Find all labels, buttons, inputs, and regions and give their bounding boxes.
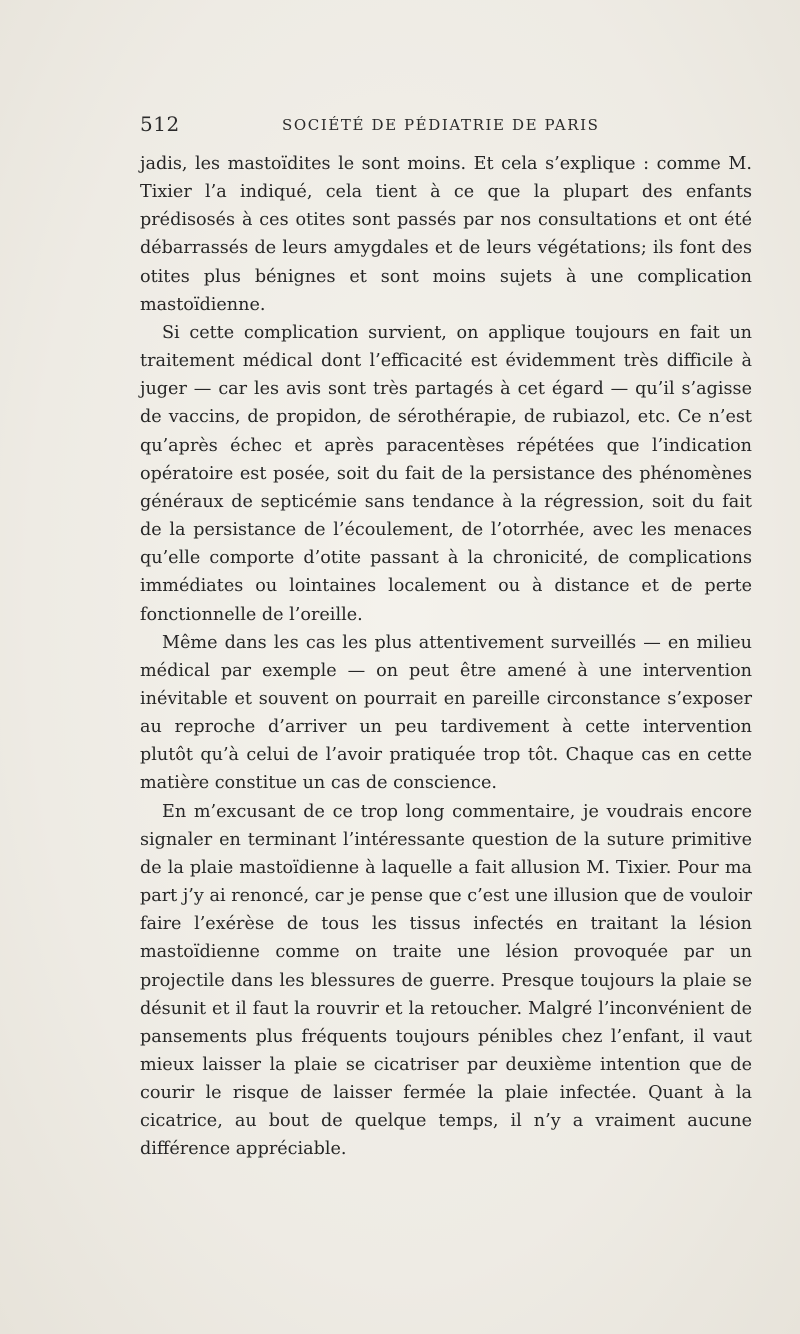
page-header xyxy=(140,112,755,142)
paragraph-surveillance: Même dans les cas les plus attentivement surveillés — en milieu médical par exemple — on peut être amené à une intervention inévitable et souvent on pourrait en pareille circonstance s’exposer au reproche d’arriver un peu tardivement à cette intervention plutôt qu’à celui de l’avoir pratiquée trop tôt. Chaque cas en cette matière constitue un cas de conscience. xyxy=(140,632,752,794)
paragraph-continuation: jadis, les mastoïdites le sont moins. Et cela s’explique : comme M. Tixier l’a indiqué, cela tient à ce que la plupart des enfants prédisosés à ces otites sont passés par nos consultations et ont été débarrassés de leurs amygdales et de leurs végétations; ils font des otites plus bénignes et sont moins sujets à une complication mastoïdienne. xyxy=(140,154,752,315)
running-title: SOCIÉTÉ DE PÉDIATRIE DE PARIS xyxy=(282,116,600,134)
body-text xyxy=(140,150,752,1164)
page-number: 512 xyxy=(140,112,180,136)
paragraph-suture: En m’excusant de ce trop long commentaire, je voudrais encore signaler en terminant l’intéressante question de la suture primitive de la plaie mastoïdienne à laquelle a fait allusion M. Tixier. Pour ma part j’y ai renoncé, car je pense que c’est une illusion que de vouloir faire l’exérèse de tous les tissus infectés en traitant la lésion mastoïdienne comme on traite une lésion provoquée par un projectile dans les blessures de guerre. Presque toujours la plaie se désunit et il faut la rouvrir et la retoucher. Malgré l’inconvénient de pansements plus fréquents toujours pénibles chez l’enfant, il vaut mieux laisser la plaie se cicatriser par deuxième intention que de courir le risque de laisser fermée la plaie infectée. Quant à la cicatrice, au bout de quelque temps, il n’y a vraiment aucune différence appréciable. xyxy=(140,801,752,1160)
paragraph-complication: Si cette complication survient, on applique toujours en fait un traitement médical dont l’efficacité est évidemment très difficile à juger — car les avis sont très partagés à cet égard — qu’il s’agisse de vaccins, de propidon, de sérothérapie, de rubiazol, etc. Ce n’est qu’après échec et après paracentèses répétées que l’indication opératoire est posée, soit du fait de la persistance des phénomènes généraux de septicémie sans tendance à la régression, soit du fait de la persistance de l’écoulement, de l’otorrhée, avec les menaces qu’elle comporte d’otite passant à la chronicité, de complications immédiates ou lointaines localement ou à distance et de perte fonctionnelle de l’oreille. xyxy=(140,322,752,625)
